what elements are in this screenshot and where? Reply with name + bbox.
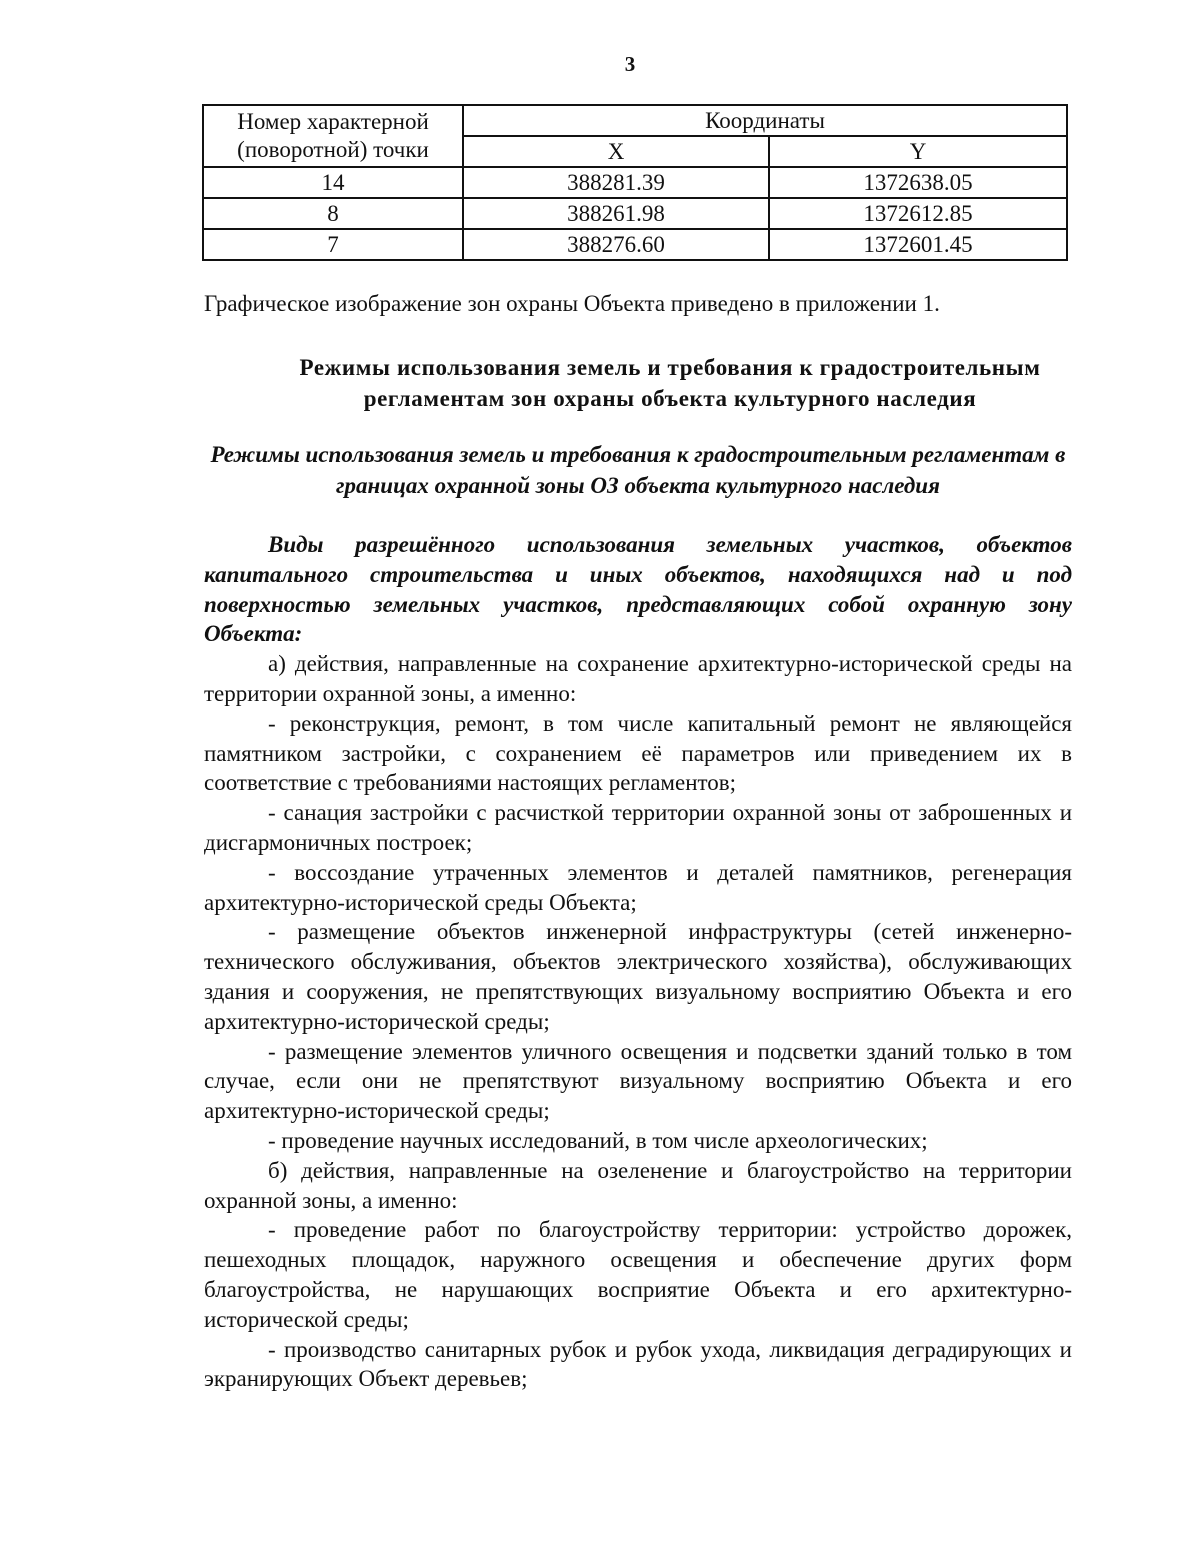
table-header-row	[203, 105, 1067, 136]
paragraph-b: б) действия, направленные на озеленение и благоустройство на территории охранной зоны, а именно:	[204, 1157, 1072, 1213]
coordinates-header: Координаты	[463, 105, 1067, 136]
x-cell: 388261.98	[463, 198, 769, 229]
subsection-heading-text: Режимы использования земель и требования к градостроительным регламентам в границах охранной зоны ОЗ объекта культурного наследия	[210, 442, 1066, 498]
x-cell: 388281.39	[463, 167, 769, 198]
subsection-heading	[204, 439, 1072, 501]
y-cell: 1372601.45	[769, 229, 1067, 260]
table-row	[203, 229, 1067, 260]
point-number-header: Номер характерной (поворотной) точки	[203, 105, 463, 167]
page-number: 3	[624, 52, 636, 76]
point-cell: 7	[203, 229, 463, 260]
table-row	[203, 167, 1067, 198]
table-row	[203, 198, 1067, 229]
section-heading: Режимы использования земель и требования к градостроительным регламентам зон охраны объекта культурного наследия	[299, 355, 1041, 411]
x-header: X	[463, 136, 769, 167]
list-item: - санация застройки с расчисткой территории охранной зоны от заброшенных и дисгармоничных построек;	[204, 800, 1072, 855]
point-cell: 8	[203, 198, 463, 229]
appendix-note: Графическое изображение зон охраны Объекта приведено в приложении 1.	[204, 291, 940, 316]
list-item: - проведение научных исследований, в том числе археологических;	[268, 1127, 928, 1153]
x-cell: 388276.60	[463, 229, 769, 260]
list-item: - производство санитарных рубок и рубок ухода, ликвидация деградирующих и экранирующих Объект деревьев;	[204, 1336, 1072, 1392]
paragraph-intro: Виды разрешённого использования земельных участков, объектов капитального строительства и иных объектов, находящихся над и под поверхностью земельных участков, представляющих собой охранную зону Объекта:	[204, 532, 1072, 647]
list-item: - проведение работ по благоустройству территории: устройство дорожек, пешеходных площадок, наружного освещения и обеспечение других форм благоустройства, не нарушающих восприятие Объекта и его архитектурно-исторической среды;	[204, 1217, 1072, 1332]
y-cell: 1372612.85	[769, 198, 1067, 229]
paragraph-a: а) действия, направленные на сохранение архитектурно-исторической среды на территории охранной зоны, а именно:	[204, 651, 1072, 706]
list-item: - реконструкция, ремонт, в том числе капитальный ремонт не являющейся памятником застройки, с сохранением её параметров или приведением их в соответствие с требованиями настоящих регламентов;	[204, 710, 1072, 796]
list-item: - воссоздание утраченных элементов и деталей памятников, регенерация архитектурно-исторической среды Объекта;	[204, 859, 1072, 915]
point-cell: 14	[203, 167, 463, 198]
y-cell: 1372638.05	[769, 167, 1067, 198]
list-item: - размещение объектов инженерной инфраструктуры (сетей инженерно-технического обслуживания, объектов электрического хозяйства), обслуживающих здания и сооружения, не препятствующих визуальному восприятию Объекта и его архитектурно-исторической среды;	[204, 919, 1072, 1034]
list-item: - размещение элементов уличного освещения и подсветки зданий только в том случае, если они не препятствуют визуальному восприятию Объекта и его архитектурно-исторической среды;	[204, 1038, 1072, 1124]
coordinates-table	[202, 104, 1068, 261]
document-body	[204, 530, 1072, 1394]
y-header: Y	[769, 136, 1067, 167]
